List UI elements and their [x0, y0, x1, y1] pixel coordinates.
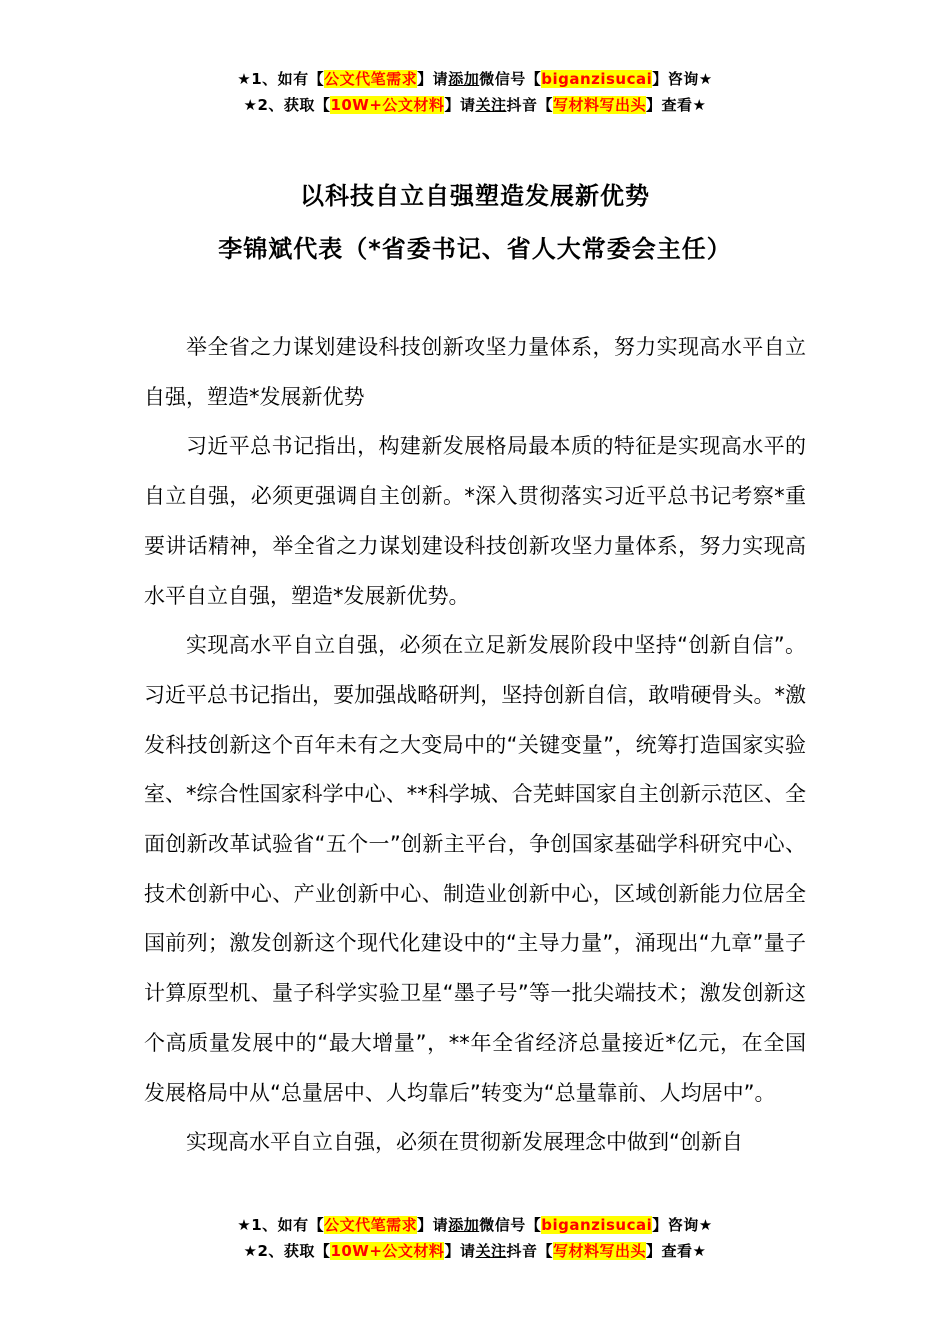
highlight-service: 公文代笔需求: [324, 70, 418, 88]
footer-banner: [0, 1212, 950, 1264]
banner-text: 】查看★: [646, 1242, 707, 1260]
banner-text: 】查看★: [646, 96, 707, 114]
highlight-douyin-account: 写材料写出头: [552, 1242, 646, 1260]
banner-underlined-text: 添加: [448, 1216, 480, 1234]
banner-text: ★1、如有【: [237, 70, 325, 88]
document-body: [144, 323, 806, 1168]
paragraph: 实现高水平自立自强，必须在贯彻新发展理念中做到“创新自: [186, 1130, 743, 1155]
header-banner: [0, 66, 950, 118]
banner-line-1: [0, 1212, 950, 1238]
highlight-materials: 10W+公文材料: [330, 1242, 445, 1260]
banner-text: 】咨询★: [652, 1216, 713, 1234]
paragraph: 举全省之力谋划建设科技创新攻坚力量体系，努力实现高水平自立自强，塑造*发展新优势: [144, 335, 806, 409]
banner-text: 微信号【: [479, 70, 542, 88]
banner-text: 】请: [444, 1242, 476, 1260]
banner-line-2: [0, 92, 950, 118]
banner-text: 抖音【: [506, 1242, 553, 1260]
paragraph: 实现高水平自立自强，必须在立足新发展阶段中坚持“创新自信”。习近平总书记指出，要加强战略研判，坚持创新自信，敢啃硬骨头。*激发科技创新这个百年未有之大变局中的“关键变量”，统筹打造国家实验室、*综合性国家科学中心、**科学城、合芜蚌国家自主创新示范区、全面创新改革试验省“五个一”创新主平台，争创国家基础学科研究中心、技术创新中心、产业创新中心、制造业创新中心，区域创新能力位居全国前列；激发创新这个现代化建设中的“主导力量”，涌现出“九章”量子计算原型机、量子科学实验卫星“墨子号”等一批尖端技术；激发创新这个高质量发展中的“最大增量”，**年全省经济总量接近*亿元，在全国发展格局中从“总量居中、人均靠后”转变为“总量靠前、人均居中”。: [144, 633, 806, 1105]
document-subtitle: 李锦斌代表（*省委书记、省人大常委会主任）: [218, 235, 732, 263]
highlight-materials: 10W+公文材料: [330, 96, 445, 114]
banner-line-2: [0, 1238, 950, 1264]
banner-text: ★2、获取【: [243, 96, 331, 114]
banner-underlined-text: 关注: [475, 1242, 507, 1260]
banner-text: 】请: [417, 1216, 449, 1234]
highlight-service: 公文代笔需求: [324, 1216, 418, 1234]
paragraph: 习近平总书记指出，构建新发展格局最本质的特征是实现高水平的自立自强，必须更强调自主创新。*深入贯彻落实习近平总书记考察*重要讲话精神，举全省之力谋划建设科技创新攻坚力量体系，努力实现高水平自立自强，塑造*发展新优势。: [144, 434, 806, 608]
highlight-wechat-id: biganzisucai: [541, 1216, 653, 1234]
banner-text: 抖音【: [506, 96, 553, 114]
highlight-wechat-id: biganzisucai: [541, 70, 653, 88]
document-title: 以科技自立自强塑造发展新优势: [300, 182, 650, 210]
banner-text: 微信号【: [479, 1216, 542, 1234]
banner-text: 】请: [417, 70, 449, 88]
highlight-douyin-account: 写材料写出头: [552, 96, 646, 114]
banner-underlined-text: 关注: [475, 96, 507, 114]
banner-text: 】请: [444, 96, 476, 114]
banner-text: ★2、获取【: [243, 1242, 331, 1260]
banner-underlined-text: 添加: [448, 70, 480, 88]
banner-line-1: [0, 66, 950, 92]
banner-text: ★1、如有【: [237, 1216, 325, 1234]
banner-text: 】咨询★: [652, 70, 713, 88]
